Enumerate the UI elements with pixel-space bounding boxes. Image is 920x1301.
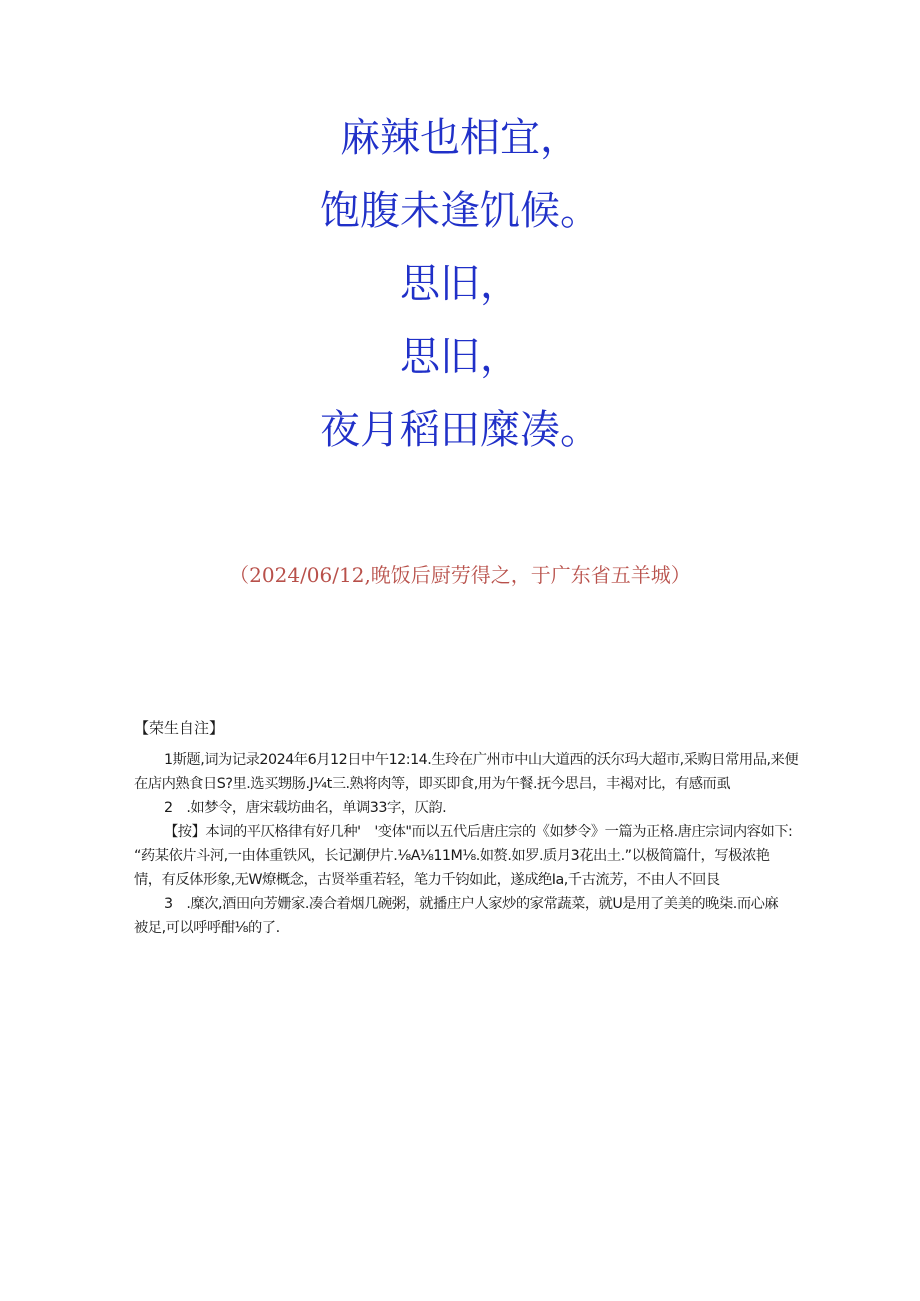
note-line: 情，有反体形象,无W燎概念，古贤举重若轻，笔力千钧如此，遂成绝Ia,千古流芳，不由人不回艮 xyxy=(134,872,720,888)
poem-line-5: 夜月稻田糜凑。 xyxy=(320,407,600,453)
poem-line-4: 思旧， xyxy=(400,334,520,380)
note-line: 3 .糜次,酒田向芳姗家.凑合着烟几碗粥，就播庄户人家炒的家常蔬菜，就U是用了美美的晚柒.而心麻 xyxy=(164,896,779,912)
note-line: 在店内熟食日S?里.选买甥肠.J¼t三.熟将肉等，即买即食,用为午餐.抚今思吕，丰褐对比，有感而虱 xyxy=(134,776,731,792)
poem xyxy=(0,115,920,483)
note-line: 【按】本词的平仄格律有好几种' '变体"而以五代后唐庄宗的《如梦令》一篇为正格.唐庄宗词内容如下: xyxy=(164,824,793,840)
note-line: “药某依片斗河,一由体重铁风，长记涮伊片.⅛A⅛11M⅛.如赘.如罗.质月3花出土.”以极简篇什，写极浓艳 xyxy=(134,848,770,864)
poem-line-1: 麻辣也相宜， xyxy=(340,115,580,161)
notes-heading: 【荣生自注】 xyxy=(134,719,225,737)
poem-line-2: 饱腹未逢饥候。 xyxy=(320,188,600,234)
author-notes xyxy=(134,716,799,940)
dateline: （2024/06/12,晚饭后厨劳得之，于广东省五羊城） xyxy=(229,563,691,587)
note-line: 1斯题,词为记录2024年6月12日中午12:14.生玲在广州市中山大道西的沃尔玛大超市,采购日常用品,来便 xyxy=(164,752,799,768)
poem-line-3: 思旧， xyxy=(400,261,520,307)
note-line: 被足,可以呼呼酣⅛的了. xyxy=(134,920,280,936)
note-line: 2 .如梦令，唐宋载坊曲名，单调33字，仄韵. xyxy=(164,800,447,816)
